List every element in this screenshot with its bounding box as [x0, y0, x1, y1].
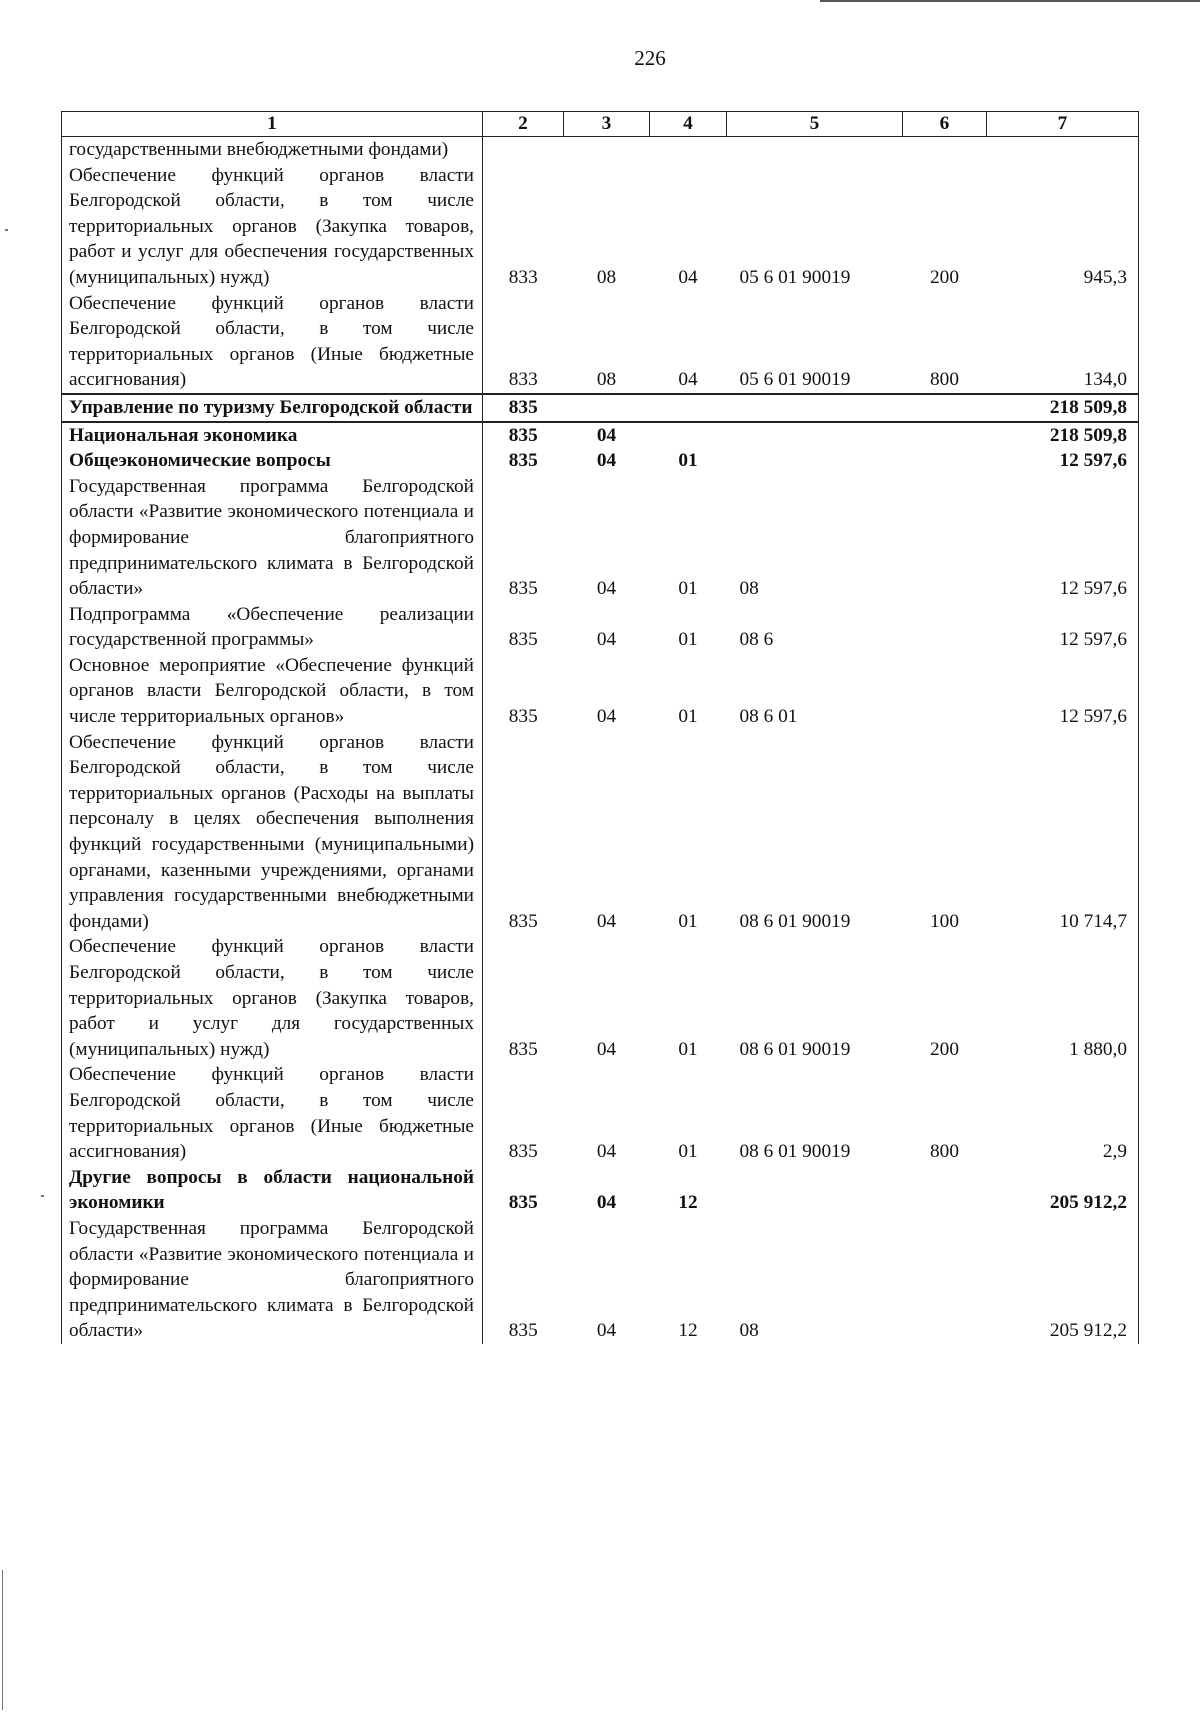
row-subsection-code: 04: [678, 369, 698, 391]
row-expense-type: 200: [930, 1038, 959, 1060]
row-subsection-code: 01: [678, 578, 698, 600]
row-expense-type: 100: [930, 910, 959, 932]
row-expense-type: [903, 1216, 987, 1344]
table-row: [62, 137, 1139, 163]
row-ministry-code: 835: [508, 578, 538, 600]
row-subsection-code: 01: [678, 706, 698, 728]
row-amount: 12 597,6: [987, 448, 1139, 474]
row-amount: 134,0: [987, 291, 1139, 394]
row-section-code: 04: [596, 1038, 617, 1060]
table-row: [62, 474, 1139, 602]
row-target-article: [727, 1165, 903, 1216]
table-row: [62, 422, 1139, 449]
table-row: [62, 1062, 1139, 1164]
row-expense-type: 800: [930, 1141, 959, 1163]
column-header: 4: [650, 112, 727, 137]
row-expense-type: [903, 422, 987, 449]
row-amount: 1 880,0: [987, 934, 1139, 1062]
row-amount: 205 912,2: [987, 1216, 1139, 1344]
row-name: Государственная программа Белгородской области «Развитие экономического потенциала и формирование благоприятного предпринимательского климата в Белгородской области»: [62, 474, 483, 602]
row-target-article: [727, 137, 903, 163]
row-subsection-code: 04: [678, 266, 698, 288]
row-subsection-code: 12: [678, 1320, 698, 1342]
row-section-code: 04: [596, 450, 617, 472]
row-expense-type: [903, 1165, 987, 1216]
budget-table: [61, 111, 1139, 1344]
row-name: Общеэкономические вопросы: [62, 448, 483, 474]
row-subsection-code: 01: [678, 629, 698, 651]
row-section-code: 08: [596, 266, 617, 288]
row-subsection-code: 01: [678, 1141, 698, 1163]
row-target-article: 08 6 01 90019: [739, 910, 851, 932]
row-subsection-code: [650, 422, 727, 449]
row-amount: 218 509,8: [987, 394, 1139, 422]
row-amount: 945,3: [987, 163, 1139, 291]
column-header: 7: [987, 112, 1139, 137]
row-name: Обеспечение функций органов власти Белгородской области, в том числе территориальных органов (Закупка товаров, работ и услуг для государственных (муниципальных) нужд): [62, 934, 483, 1062]
table-row: [62, 602, 1139, 653]
row-subsection-code: 01: [678, 1038, 698, 1060]
row-expense-type: [903, 602, 987, 653]
row-amount: 12 597,6: [987, 653, 1139, 730]
column-header: 1: [62, 112, 483, 137]
row-section-code: 04: [596, 1320, 617, 1342]
row-target-article: 08 6: [739, 629, 774, 651]
row-ministry-code: 835: [508, 1320, 538, 1342]
row-target-article: 05 6 01 90019: [739, 369, 851, 391]
row-section-code: 04: [596, 706, 617, 728]
row-expense-type: [903, 448, 987, 474]
table-row: [62, 163, 1139, 291]
row-section-code: 04: [596, 910, 617, 932]
row-name: Управление по туризму Белгородской области: [62, 394, 483, 422]
row-section-code: [564, 394, 650, 422]
table-row: [62, 1165, 1139, 1216]
row-name: Обеспечение функций органов власти Белгородской области, в том числе территориальных органов (Иные бюджетные ассигнования): [62, 291, 483, 394]
scan-margin-line: [2, 1570, 3, 1710]
row-ministry-code: 835: [508, 706, 538, 728]
row-expense-type: [903, 394, 987, 422]
table-row: [62, 448, 1139, 474]
row-expense-type: 200: [930, 266, 959, 288]
row-ministry-code: 833: [508, 369, 538, 391]
row-name: Обеспечение функций органов власти Белгородской области, в том числе территориальных органов (Закупка товаров, работ и услуг для обеспечения государственных (муниципальных) нужд): [62, 163, 483, 291]
table-row: [62, 653, 1139, 730]
row-section-code: 04: [596, 1192, 617, 1214]
row-expense-type: [903, 137, 987, 163]
row-target-article: 08 6 01: [739, 706, 798, 728]
row-section-code: 08: [596, 369, 617, 391]
scan-margin-mark: [41, 1195, 44, 1197]
row-ministry-code: 835: [508, 1192, 538, 1214]
table-row: [62, 394, 1139, 422]
page-number: 226: [634, 46, 666, 70]
row-target-article: [727, 394, 903, 422]
row-amount: 2,9: [987, 1062, 1139, 1164]
row-ministry-code: 835: [508, 1141, 538, 1163]
row-subsection-code: [650, 394, 727, 422]
row-subsection-code: 01: [678, 910, 698, 932]
table-row: [62, 1216, 1139, 1344]
row-name: Обеспечение функций органов власти Белгородской области, в том числе территориальных органов (Иные бюджетные ассигнования): [62, 1062, 483, 1164]
row-amount: 205 912,2: [987, 1165, 1139, 1216]
row-name: Обеспечение функций органов власти Белгородской области, в том числе территориальных органов (Расходы на выплаты персоналу в целях обеспечения выполнения функций государственными (муниципальными) органами, казенными учреждениями, органами управления государственными внебюджетными фондами): [62, 730, 483, 935]
row-target-article: [727, 448, 903, 474]
table-header-row: [62, 112, 1139, 137]
row-amount: [987, 137, 1139, 163]
row-section-code: 04: [596, 578, 617, 600]
row-ministry-code: 835: [508, 910, 538, 932]
row-amount: 12 597,6: [987, 602, 1139, 653]
row-section-code: 04: [596, 1141, 617, 1163]
row-expense-type: [903, 653, 987, 730]
row-amount: 10 714,7: [987, 730, 1139, 935]
row-ministry-code: [483, 137, 564, 163]
row-ministry-code: 835: [508, 424, 538, 446]
column-header: 5: [727, 112, 903, 137]
row-target-article: 05 6 01 90019: [739, 266, 851, 288]
row-ministry-code: 835: [483, 394, 564, 422]
row-amount: 218 509,8: [987, 422, 1139, 449]
row-ministry-code: 835: [508, 629, 538, 651]
row-name: государственными внебюджетными фондами): [62, 137, 483, 163]
table-row: [62, 730, 1139, 935]
row-ministry-code: 833: [508, 266, 538, 288]
table-row: [62, 291, 1139, 394]
row-target-article: 08 6 01 90019: [739, 1038, 851, 1060]
row-section-code: 04: [596, 424, 617, 446]
row-name: Государственная программа Белгородской области «Развитие экономического потенциала и формирование благоприятного предпринимательского климата в Белгородской области»: [62, 1216, 483, 1344]
row-name: Подпрограмма «Обеспечение реализации государственной программы»: [62, 602, 483, 653]
row-ministry-code: 835: [508, 450, 538, 472]
row-ministry-code: 835: [508, 1038, 538, 1060]
row-target-article: 08 6 01 90019: [739, 1141, 851, 1163]
row-name: Основное мероприятие «Обеспечение функций органов власти Белгородской области, в том числе территориальных органов»: [62, 653, 483, 730]
column-header: 3: [564, 112, 650, 137]
column-header: 2: [483, 112, 564, 137]
scan-edge-line: [820, 0, 1200, 2]
row-target-article: 08: [739, 578, 759, 600]
row-target-article: [727, 422, 903, 449]
row-subsection-code: [650, 137, 727, 163]
row-amount: 12 597,6: [987, 474, 1139, 602]
row-section-code: [564, 137, 650, 163]
scan-margin-mark: [5, 229, 8, 231]
row-name: Другие вопросы в области национальной экономики: [62, 1165, 483, 1216]
row-expense-type: 800: [930, 369, 959, 391]
row-name: Национальная экономика: [62, 422, 483, 449]
row-subsection-code: 01: [678, 450, 698, 472]
row-subsection-code: 12: [678, 1192, 698, 1214]
row-section-code: 04: [596, 629, 617, 651]
table-row: [62, 934, 1139, 1062]
row-expense-type: [903, 474, 987, 602]
row-target-article: 08: [739, 1320, 759, 1342]
column-header: 6: [903, 112, 987, 137]
